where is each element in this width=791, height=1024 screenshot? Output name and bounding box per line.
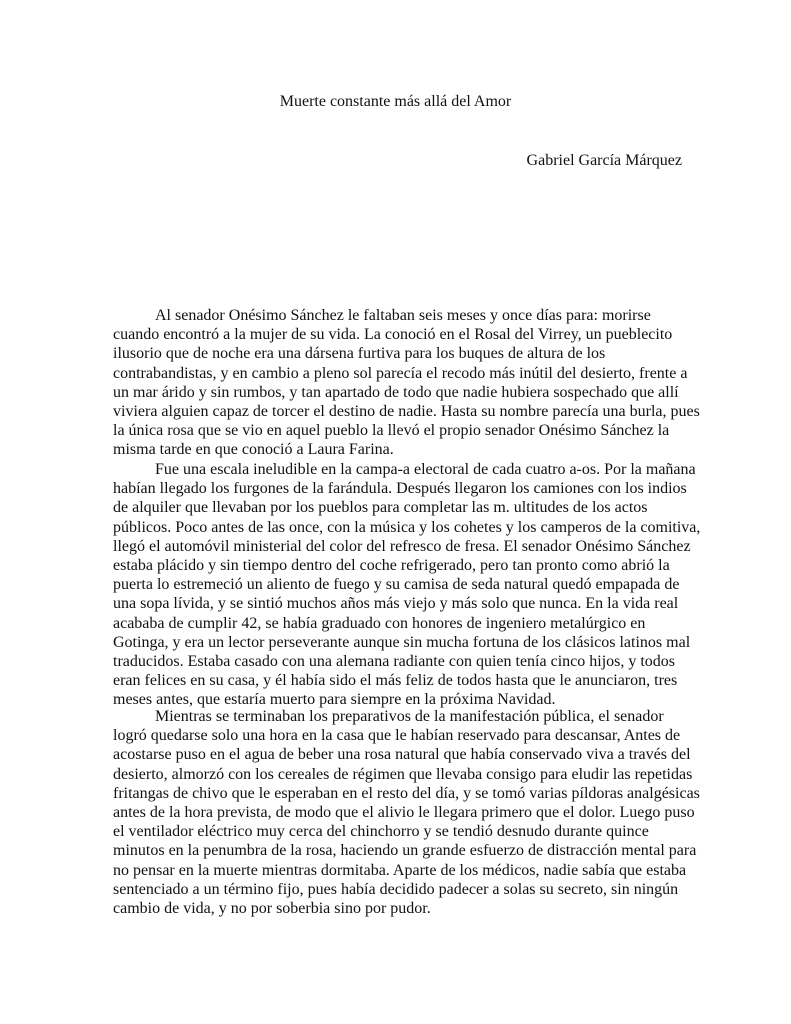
text-line: misma tarde en que conoció a Laura Farina.	[113, 441, 394, 459]
text-line: fritangas de chivo que le esperaban en el resto del día, y se tomó varias píldoras analgésicas	[113, 784, 700, 802]
paragraph-2	[113, 460, 701, 709]
text-line: una sopa lívida, y se sintió muchos años más viejo y más solo que nunca. En la vida real	[113, 595, 679, 613]
text-line: Gotinga, y era un lector perseverante aunque sin mucha fortuna de los clásicos latinos mal	[113, 633, 691, 651]
text-line: contrabandistas, y en cambio a pleno sol parecía el recodo más inútil del desierto, frente a	[113, 364, 688, 382]
text-line: llegó el automóvil ministerial del color del refresco de fresa. El senador Onésimo Sánchez	[113, 537, 691, 555]
text-line: cambio de vida, y no por soberbia sino por pudor.	[113, 899, 431, 917]
text-line: puerta lo estremeció un aliento de fuego y su camisa de seda natural quedó empapada de	[113, 576, 680, 594]
text-line: el ventilador eléctrico muy cerca del chinchorro y se tendió desnudo durante quince	[113, 823, 649, 841]
text-line: de alquiler que llevaban por los pueblos para completar las m. ultitudes de los actos	[113, 499, 648, 517]
text-line: traducidos. Estaba casado con una alemana radiante con quien tenía cinco hijos, y todos	[113, 652, 676, 670]
document-title	[0, 92, 791, 112]
paragraph-3	[113, 707, 700, 918]
text-line: logró quedarse solo una hora en la casa que le habían reservado para descansar, Antes de	[113, 727, 681, 745]
paragraph-1	[113, 306, 700, 460]
text-line: acostarse puso en el agua de beber una rosa natural que había conservado viva a través del	[113, 746, 691, 764]
text-line: la única rosa que se vio en aquel pueblo la llevó el propio senador Onésimo Sánchez la	[113, 422, 670, 440]
text-line: no pensar en la muerte mientras dormitaba. Aparte de los médicos, nadie sabía que estaba	[113, 861, 687, 879]
text-line: Mientras se terminaban los preparativos de la manifestación pública, el senador	[155, 708, 664, 725]
text-line: meses antes, que estaría muerto para siempre en la próxima Navidad.	[113, 691, 556, 709]
title-text: Muerte constante más allá del Amor	[279, 93, 512, 110]
text-line: un mar árido y sin rumbos, y tan apartado de todo que nadie hubiera sospechado que allí	[113, 383, 679, 401]
text-line: sentenciado a un término fijo, pues había decidido padecer a solas su secreto, sin ningún	[113, 880, 679, 898]
text-line: minutos en la penumbra de la rosa, haciendo un grande esfuerzo de distracción mental para	[113, 842, 697, 860]
document-author: Gabriel García Márquez	[526, 152, 682, 169]
text-line: estaba plácido y sin tiempo dentro del coche refrigerado, pero tan pronto como abrió la	[113, 556, 670, 574]
text-line: públicos. Poco antes de las once, con la música y los cohetes y los camperos de la comitiva,	[113, 518, 701, 536]
text-line: antes de la hora prevista, de modo que el alivio le llegara primero que el dolor. Luego puso	[113, 803, 695, 821]
text-line: viviera alguien capaz de torcer el destino de nadie. Hasta su nombre parecía una burla, pues	[113, 402, 700, 420]
text-line: ilusorio que de noche era una dársena furtiva para los buques de altura de los	[113, 345, 606, 363]
text-line: acababa de cumplir 42, se había graduado con honores de ingeniero metalúrgico en	[113, 614, 646, 632]
text-line: Fue una escala ineludible en la campa-a electoral de cada cuatro a-os. Por la mañana	[155, 461, 696, 478]
text-line: desierto, almorzó con los cereales de régimen que llevaba consigo para eludir las repetidas	[113, 765, 693, 783]
text-line: eran felices en su casa, y él había sido el más feliz de todos hasta que le anunciaron, tres	[113, 672, 678, 690]
text-line: habían llegado los furgones de la farándula. Después llegaron los camiones con los indios	[113, 480, 687, 498]
text-line: cuando encontró a la mujer de su vida. La conoció en el Rosal del Virrey, un pueblecito	[113, 326, 673, 344]
text-line: Al senador Onésimo Sánchez le faltaban seis meses y once días para: morirse	[155, 307, 651, 324]
